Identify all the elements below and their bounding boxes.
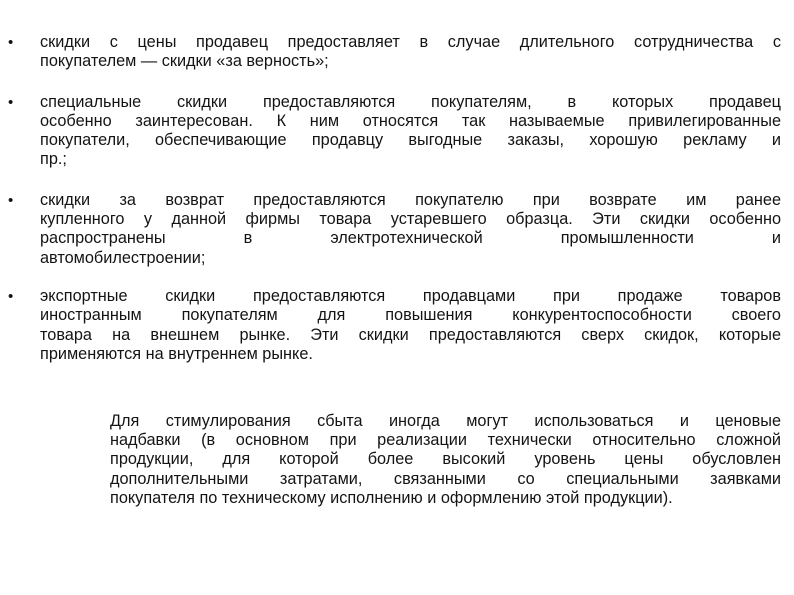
text-line: товара на внешнем рынке. Эти скидки предоставляются сверх скидок, которые (40, 325, 781, 344)
text-line: применяются на внутреннем рынке. (40, 344, 313, 363)
text-line: экспортные скидки предоставляются продавцами при продаже товаров (40, 286, 781, 305)
text-line: скидки за возврат предоставляются покупателю при возврате им ранее (40, 190, 781, 209)
text-line: купленного у данной фирмы товара устаревшего образца. Эти скидки особенно (40, 210, 781, 229)
text-line: надбавки (в основном при реализации технически относительно сложной (110, 431, 781, 450)
text-line: дополнительными затратами, связанными со специальными заявками (110, 469, 781, 488)
text-line: покупателя по техническому исполнению и оформлению этой продукции). (110, 488, 673, 507)
text-line: покупатели, обеспечивающие продавцу выгодные заказы, хорошую рекламу и (40, 131, 781, 150)
bullet-dot-icon: • (8, 287, 14, 305)
text-line: скидки с цены продавец предоставляет в случае длительного сотрудничества с (40, 33, 781, 51)
text-line: пр.; (40, 150, 67, 169)
bullet-dot-icon: • (8, 93, 14, 111)
text-line: продукции, для которой более высокий уровень цены обусловлен (110, 450, 781, 469)
text-line: покупателем — скидки «за верность»; (40, 52, 329, 71)
text-line: распространены в электротехнической промышленности и (40, 229, 781, 248)
bullet-item-return-discount (0, 191, 781, 268)
bullet-list (0, 33, 794, 364)
bullet-dot-icon: • (8, 191, 14, 209)
bullet-item-special-discount (0, 93, 781, 170)
text-line: особенно заинтересован. К ним относятся так называемые привилегированные (40, 111, 781, 130)
bullet-item-loyalty-discount (0, 33, 781, 72)
text-line: Для стимулирования сбыта иногда могут использоваться и ценовые (110, 412, 781, 430)
price-markup-paragraph (40, 412, 781, 508)
bullet-item-export-discount (0, 287, 781, 364)
text-line: иностранным покупателям для повышения конкурентоспособности своего (40, 306, 781, 325)
bullet-dot-icon: • (8, 34, 14, 51)
text-line: специальные скидки предоставляются покупателям, в которых продавец (40, 92, 781, 111)
text-line: автомобилестроении; (40, 248, 206, 267)
